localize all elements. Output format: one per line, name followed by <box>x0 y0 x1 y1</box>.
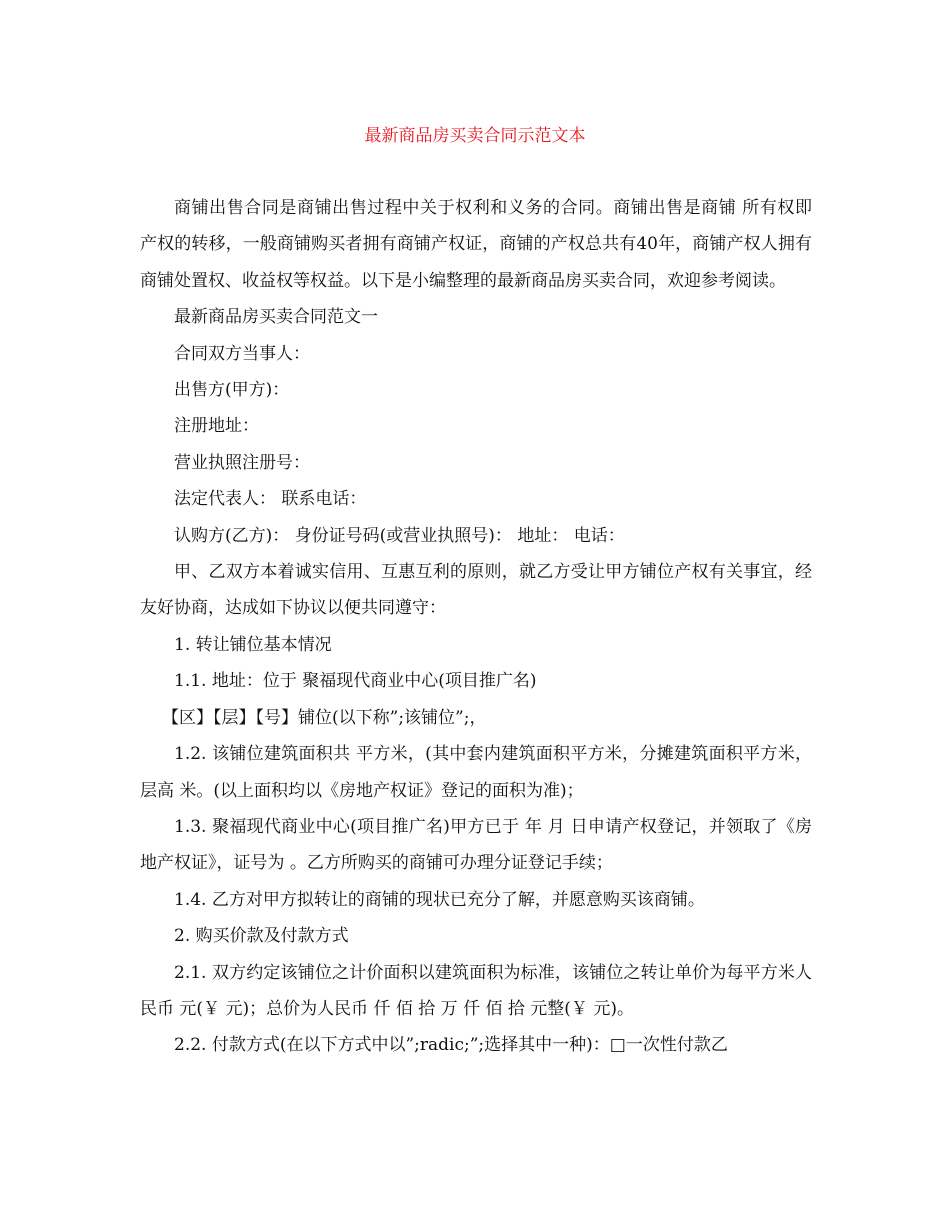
buyer-line: 认购方(乙方)： 身份证号码(或营业执照号)： 地址： 电话： <box>174 525 625 546</box>
item-1-1: 1.1. 地址：位于 聚福现代商业中心(项目推广名) <box>174 671 537 692</box>
item-2-2: 2.2. 付款方式(在以下方式中以”;radic;”;选择其中一种)：□一次性付款乙 <box>174 1035 728 1056</box>
document-title: 最新商品房买卖合同示范文本 <box>364 126 586 146</box>
item-1-1-continuation: 【区】【层】【号】铺位(以下称”;该铺位”;， <box>162 707 487 728</box>
section-2-heading: 2. 购买价款及付款方式 <box>174 926 349 947</box>
document-body <box>140 190 812 1064</box>
license-label: 营业执照注册号： <box>174 452 310 473</box>
item-1-3: 1.3. 聚福现代商业中心(项目推广名)甲方已于 年 月 日申请产权登记，并领取了《房地产权证》，证号为 。乙方所购买的商铺可办理分证登记手续； <box>140 816 812 874</box>
intro-paragraph: 商铺出售合同是商铺出售过程中关于权利和义务的合同。商铺出售是商铺 所有权即 产权的转移，一般商铺购买者拥有商铺产权证，商铺的产权总共有40年，商铺产权人拥有商铺处置权、收益权等权益。以下是小编整理的最新商品房买卖合同，欢迎参考阅读。 <box>140 198 812 291</box>
agreement-paragraph: 甲、乙双方本着诚实信用、互惠互利的原则，就乙方受让甲方铺位产权有关事宜，经友好协商，达成如下协议以便共同遵守： <box>140 562 812 619</box>
section-1-heading: 1. 转让铺位基本情况 <box>174 634 332 655</box>
item-1-4: 1.4. 乙方对甲方拟转让的商铺的现状已充分了解，并愿意购买该商铺。 <box>174 889 705 910</box>
sample-heading: 最新商品房买卖合同范文一 <box>174 307 378 328</box>
seller-label: 出售方(甲方)： <box>174 380 290 401</box>
item-1-2: 1.2. 该铺位建筑面积共 平方米，(其中套内建筑面积平方米，分摊建筑面积平方米，层高 米。(以上面积均以《房地产权证》登记的面积为准)； <box>140 744 812 801</box>
item-2-1: 2.1. 双方约定该铺位之计价面积以建筑面积为标准，该铺位之转让单价为每平方米人民币 元(￥ 元)；总价为人民币 仟 佰 拾 万 仟 佰 拾 元整(￥ 元)。 <box>140 962 812 1019</box>
parties-label: 合同双方当事人： <box>174 343 310 364</box>
registered-address-label: 注册地址： <box>174 416 259 437</box>
legal-rep-line: 法定代表人： 联系电话： <box>174 489 367 510</box>
